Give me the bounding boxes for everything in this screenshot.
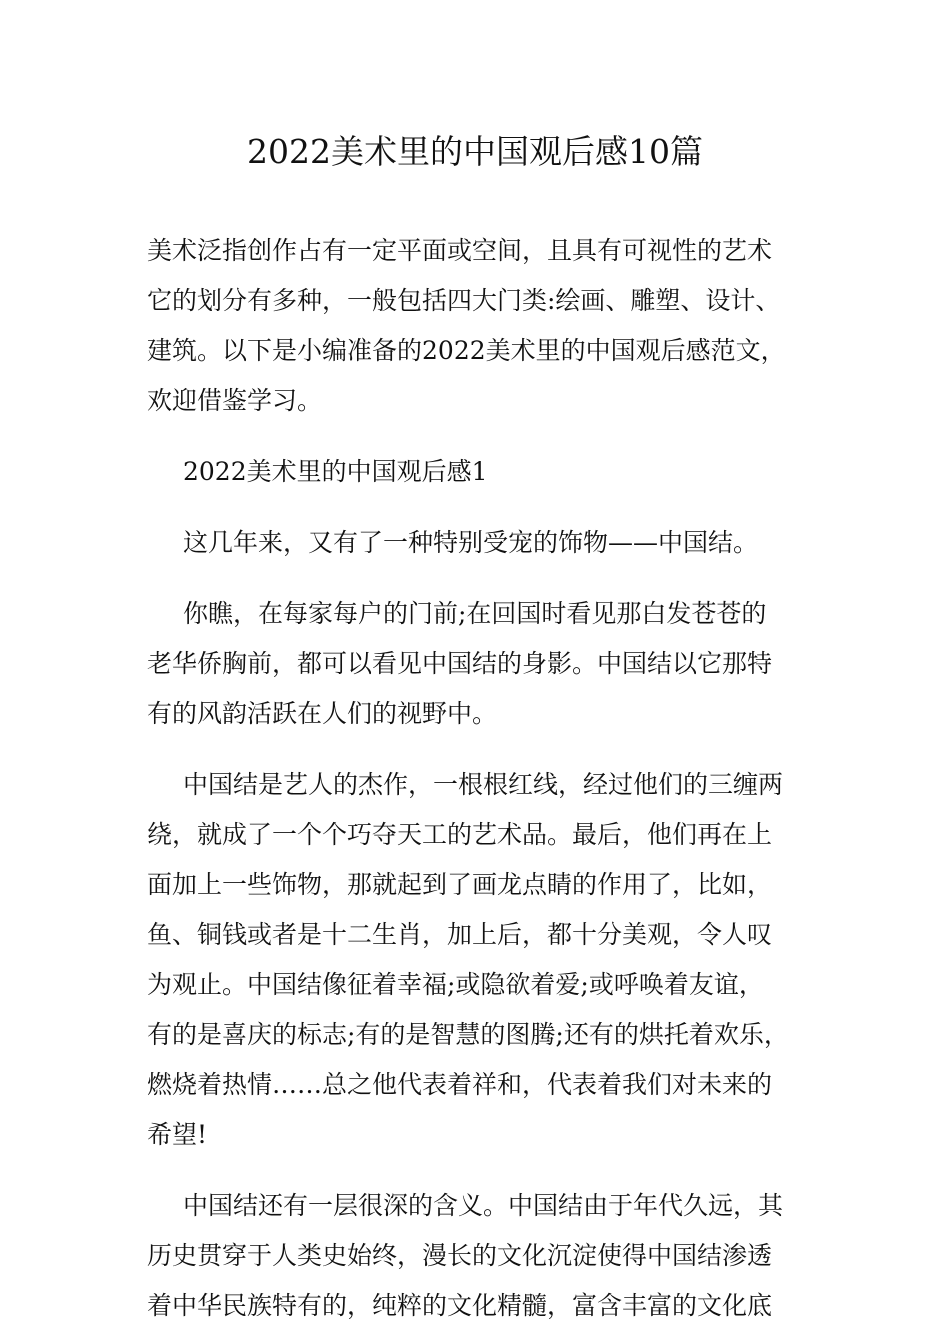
text-line: 有的风韵活跃在人们的视野中。	[147, 699, 498, 728]
text-line: 美术泛指创作占有一定平面或空间，且具有可视性的艺术	[147, 236, 773, 265]
text-line: 面加上一些饰物，那就起到了画龙点睛的作用了，比如，	[147, 870, 773, 899]
paragraph-intro	[147, 226, 812, 426]
section-heading	[147, 447, 812, 497]
text-line: 燃烧着热情……总之他代表着祥和，代表着我们对未来的	[147, 1070, 773, 1099]
text-line: 鱼、铜钱或者是十二生肖，加上后，都十分美观，令人叹	[147, 920, 773, 949]
text-line: 为观止。中国结像征着幸福;或隐欲着爱;或呼唤着友谊，	[147, 970, 764, 999]
paragraph	[147, 1181, 812, 1331]
text-line: 着中华民族特有的，纯粹的文化精髓，富含丰富的文化底	[147, 1291, 773, 1320]
text-line: 欢迎借鉴学习。	[147, 386, 323, 415]
text-line: 中国结是艺人的杰作，一根根红线，经过他们的三缠两	[183, 770, 784, 799]
paragraph	[147, 518, 812, 568]
text-line: 希望!	[147, 1120, 208, 1149]
paragraph	[147, 760, 812, 1160]
document-body	[147, 226, 812, 1331]
text-line: 历史贯穿于人类史始终，漫长的文化沉淀使得中国结渗透	[147, 1241, 773, 1270]
text-line: 它的划分有多种，一般包括四大门类:绘画、雕塑、设计、	[147, 286, 781, 315]
text-line: 老华侨胸前，都可以看见中国结的身影。中国结以它那特	[147, 649, 773, 678]
text-line: 你瞧，在每家每户的门前;在回国时看见那白发苍苍的	[183, 599, 767, 628]
text-line: 绕，就成了一个个巧夺天工的艺术品。最后，他们再在上	[147, 820, 773, 849]
paragraph	[147, 589, 812, 739]
text-line: 中国结还有一层很深的含义。中国结由于年代久远，其	[183, 1191, 784, 1220]
text-line: 建筑。以下是小编准备的2022美术里的中国观后感范文，	[147, 336, 786, 365]
text-line: 有的是喜庆的标志;有的是智慧的图腾;还有的烘托着欢乐，	[147, 1020, 789, 1049]
text-line: 这几年来，又有了一种特别受宠的饰物——中国结。	[183, 528, 759, 557]
section-heading-text: 2022美术里的中国观后感1	[183, 457, 488, 486]
document-title: 2022美术里的中国观后感10篇	[247, 132, 703, 171]
